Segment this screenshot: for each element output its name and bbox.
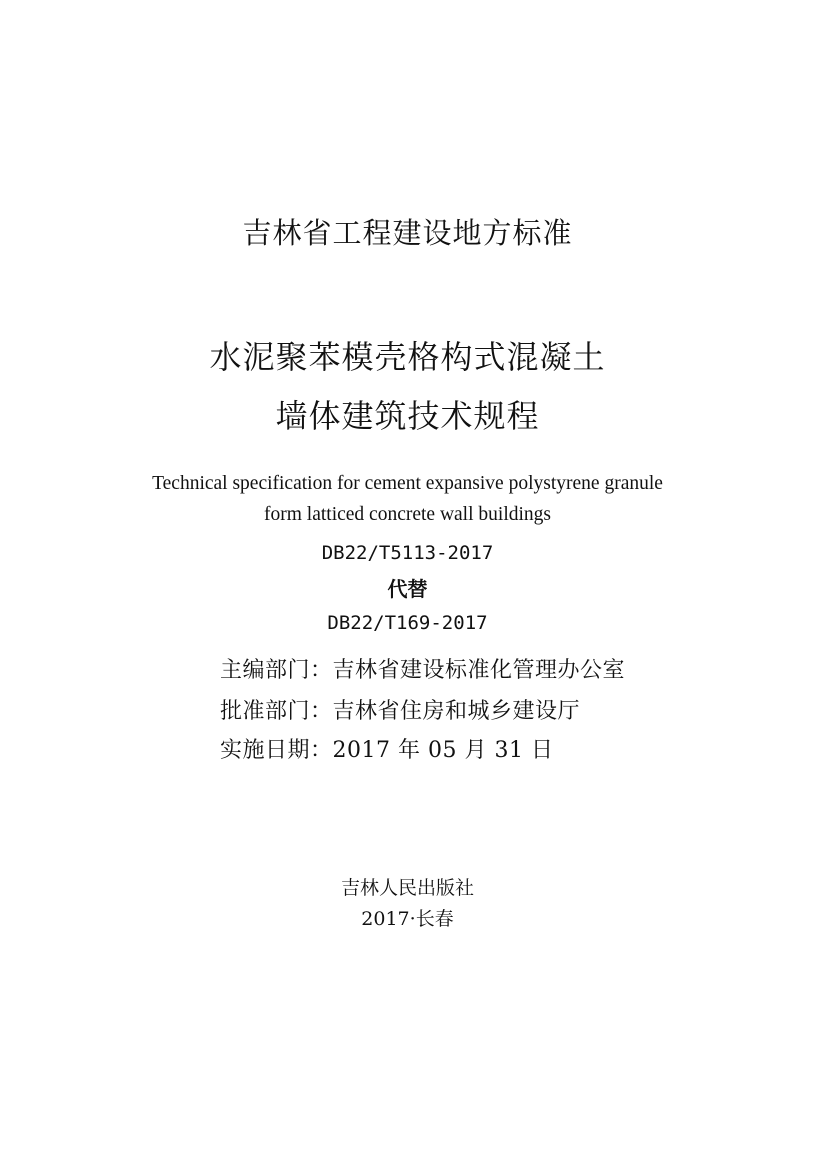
editor-department: 主编部门：吉林省建设标准化管理办公室 [220, 658, 626, 683]
english-title-line-1: Technical specification for cement expansive polystyrene granule [152, 473, 663, 494]
publisher-name: 吉林人民出版社 [340, 877, 474, 899]
replaces-label: 代替 [387, 577, 428, 601]
document-title-line-1: 水泥聚苯模壳格构式混凝土 [209, 338, 606, 376]
effective-date: 实施日期：2017 年 05 月 31 日 [220, 738, 554, 763]
publication-imprint: 2017·长春 [361, 908, 454, 930]
approval-department: 批准部门：吉林省住房和城乡建设厅 [220, 699, 581, 724]
document-title-line-2: 墙体建筑技术规程 [275, 397, 540, 435]
standard-series: 吉林省工程建设地方标准 [242, 216, 573, 250]
standard-code: DB22/T5113-2017 [321, 542, 494, 564]
english-title-line-2: form latticed concrete wall buildings [264, 504, 551, 525]
replaced-standard-code: DB22/T169-2017 [327, 612, 488, 634]
